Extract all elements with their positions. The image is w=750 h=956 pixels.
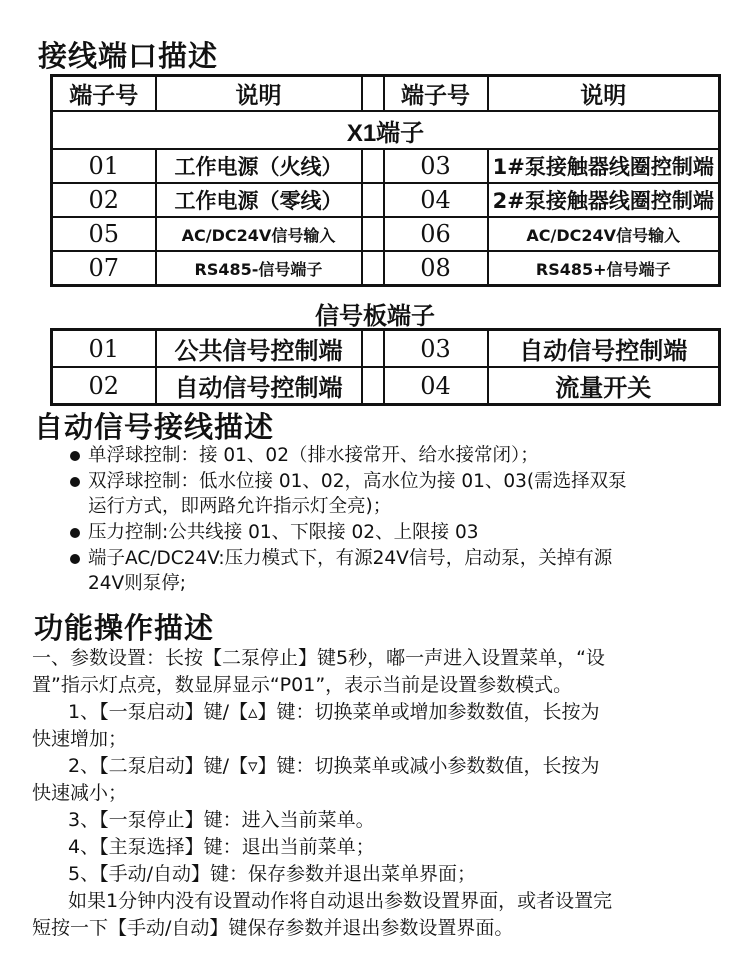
group-label-x1: X1端子 [52, 111, 720, 149]
terminal-number: 04 [384, 367, 488, 405]
table-header-row [52, 76, 720, 112]
list-item [70, 443, 740, 468]
terminal-number: 04 [384, 183, 488, 217]
column-spacer [362, 76, 384, 112]
bullet-dot-icon [70, 528, 80, 538]
section-title-auto-signal: 自动信号接线描述 [34, 410, 275, 444]
paragraph-line: 快速增加； [32, 728, 128, 750]
bullet-text-continued: 运行方式，即两路允许指示灯全亮)； [88, 496, 392, 517]
terminal-description: 流量开关 [488, 367, 720, 405]
function-operation-text [32, 645, 732, 942]
table-row [52, 367, 720, 405]
paragraph-line: 3、【一泵停止】键：进入当前菜单。 [68, 809, 375, 831]
column-spacer [362, 367, 384, 405]
terminal-number: 02 [52, 367, 156, 405]
terminal-number: 01 [52, 149, 156, 183]
paragraph-line: 4、【主泵选择】键：退出当前菜单； [68, 836, 375, 858]
column-spacer [362, 149, 384, 183]
terminal-description: RS485-信号端子 [156, 251, 362, 286]
terminal-description: 工作电源（火线） [156, 149, 362, 183]
terminal-description: 2#泵接触器线圈控制端 [488, 183, 720, 217]
column-spacer [362, 330, 384, 368]
paragraph-line: 置”指示灯点亮，数显屏显示“P01”，表示当前是设置参数模式。 [32, 674, 573, 696]
col-header-terminal-no-2: 端子号 [384, 76, 488, 112]
auto-signal-bullet-list [70, 443, 740, 597]
section-title-port-description: 接线端口描述 [38, 39, 219, 73]
list-item [70, 520, 740, 545]
terminal-description: AC/DC24V信号输入 [156, 217, 362, 251]
column-spacer [362, 251, 384, 286]
terminal-description: AC/DC24V信号输入 [488, 217, 720, 251]
bullet-text: 双浮球控制：低水位接 01、02，高水位为接 01、03(需选择双泵 [88, 471, 627, 492]
bullet-text: 压力控制:公共线接 01、下限接 02、上限接 03 [88, 522, 479, 543]
x1-terminal-table [50, 74, 721, 287]
bullet-dot-icon [70, 554, 80, 564]
group-row-x1 [52, 111, 720, 149]
col-header-terminal-no: 端子号 [52, 76, 156, 112]
terminal-number: 07 [52, 251, 156, 286]
section-title-function-operation: 功能操作描述 [34, 611, 215, 645]
paragraph-line: 一、参数设置：长按【二泵停止】键5秒，嘟一声进入设置菜单，“设 [32, 647, 605, 669]
bullet-dot-icon [70, 477, 80, 487]
col-header-description: 说明 [156, 76, 362, 112]
paragraph-line: 5、【手动/自动】键：保存参数并退出菜单界面； [68, 863, 476, 885]
terminal-description: 工作电源（零线） [156, 183, 362, 217]
terminal-description: 自动信号控制端 [156, 367, 362, 405]
bullet-text: 端子AC/DC24V:压力模式下，有源24V信号，启动泵，关掉有源 [88, 548, 613, 569]
terminal-number: 01 [52, 330, 156, 368]
terminal-description: 1#泵接触器线圈控制端 [488, 149, 720, 183]
paragraph-line: 2、【二泵启动】键/【▿】键：切换菜单或减小参数数值，长按为 [68, 755, 600, 777]
table-row [52, 330, 720, 368]
paragraph-line: 短按一下【手动/自动】键保存参数并退出参数设置界面。 [32, 917, 514, 939]
terminal-number: 05 [52, 217, 156, 251]
table-row [52, 149, 720, 183]
bullet-text: 单浮球控制：接 01、02（排水接常开、给水接常闭）； [88, 445, 539, 466]
table-row [52, 217, 720, 251]
terminal-description: 公共信号控制端 [156, 330, 362, 368]
bullet-text-continued: 24V则泵停; [88, 573, 186, 594]
terminal-number: 06 [384, 217, 488, 251]
table-row [52, 183, 720, 217]
column-spacer [362, 217, 384, 251]
terminal-number: 02 [52, 183, 156, 217]
col-header-description-2: 说明 [488, 76, 720, 112]
terminal-description: RS485+信号端子 [488, 251, 720, 286]
terminal-number: 08 [384, 251, 488, 286]
terminal-description: 自动信号控制端 [488, 330, 720, 368]
list-item [70, 469, 740, 519]
terminal-number: 03 [384, 149, 488, 183]
list-item [70, 546, 740, 596]
signal-board-table [50, 328, 721, 406]
terminal-number: 03 [384, 330, 488, 368]
bullet-dot-icon [70, 451, 80, 461]
paragraph-line: 快速减小； [32, 782, 128, 804]
group-label-signal-board: 信号板端子 [315, 302, 435, 330]
paragraph-line: 1、【一泵启动】键/【▵】键：切换菜单或增加参数数值，长按为 [68, 701, 600, 723]
table-row [52, 251, 720, 286]
paragraph-line: 如果1分钟内没有设置动作将自动退出参数设置界面，或者设置完 [68, 890, 613, 912]
column-spacer [362, 183, 384, 217]
